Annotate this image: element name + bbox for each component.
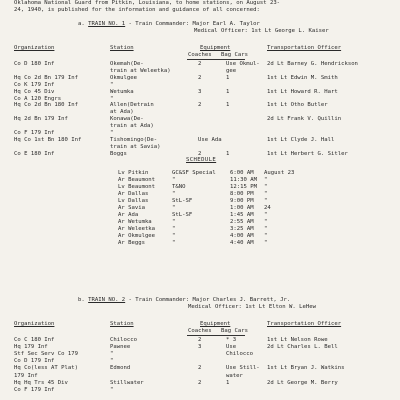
station-cell: Okemah(De- (110, 61, 144, 67)
org-cell: Hq Co 2d Bn 180 Inf (14, 102, 78, 109)
schedule-point-cell: Ar Wetumka (118, 219, 152, 225)
schedule-railroad-cell: " (172, 191, 176, 197)
train2-heading (78, 297, 290, 304)
schedule-point-cell: Lv Pitkin (118, 170, 149, 176)
coaches-cell: 2 (198, 379, 202, 386)
bag-cars-cell: 1 (226, 88, 230, 95)
station-cell: Stillwater (110, 379, 144, 386)
train2-label: TRAIN NO. 2 (88, 297, 126, 303)
t1-header-bag-cars: Bag Cars (221, 52, 248, 58)
t2-header-bag-cars: Bag Cars (221, 328, 248, 334)
train2-prefix: b. (78, 297, 85, 303)
schedule-railroad-cell: " (172, 226, 176, 232)
schedule-point-cell: Lv Dallas (118, 198, 149, 204)
station-cell: " (110, 386, 114, 393)
t2-subheader-rule (187, 335, 245, 336)
org-cell: Co D 180 Inf (14, 61, 55, 67)
coaches-cell: 3 (198, 344, 202, 351)
transport-officer-cell: 1st Lt Howard R. Hart (267, 88, 338, 95)
schedule-time-cell: 1:45 AM (230, 212, 254, 218)
train2-commander: - Train Commander: Major Charles J. Barrett, Jr. (128, 297, 291, 303)
schedule-railroad-cell: " (172, 240, 176, 246)
transport-officer-cell: 1st Lt Edwin M. Smith (267, 74, 338, 81)
t2-header-organization: Organization (14, 321, 55, 327)
bag-cars-cell: 1 (226, 379, 230, 386)
schedule-time-cell: 6:00 AM (230, 170, 254, 176)
t1-subheader-rule (187, 59, 245, 60)
intro-line-1: Oklahoma National Guard from Pitkin, Louisiana, to home stations, on August 23- (14, 0, 281, 6)
train1-prefix: a. (78, 21, 85, 27)
coaches-cell: 2 (198, 150, 202, 157)
schedule-time-cell: 8:00 PM (230, 191, 254, 197)
schedule-date-cell: " (264, 219, 268, 225)
schedule-point-cell: Ar Ada (118, 212, 139, 218)
transport-officer-cell: 1st Lt Nelson Rowe (267, 337, 328, 343)
t1-header-transport: Transportation Officer (267, 45, 342, 51)
schedule-point-cell: Ar Beaumont (118, 177, 156, 183)
bag-cars-cell: gee (226, 67, 237, 74)
schedule-point-cell: Ar Weleetka (118, 226, 156, 232)
t2-header-equipment: Equipment (200, 321, 231, 327)
schedule-point-cell: Ar Dallas (118, 191, 149, 197)
schedule-time-cell: 9:00 PM (230, 198, 254, 204)
bag-cars-cell: water (226, 372, 243, 379)
schedule-railroad-cell: T&NO (172, 184, 186, 190)
station-cell: Allen(Detrain (110, 102, 154, 109)
schedule-time-cell: 2:55 AM (230, 219, 254, 225)
schedule-date-cell: " (264, 191, 268, 197)
schedule-date-cell: " (264, 198, 268, 204)
schedule-time-cell: 12:15 PM (230, 184, 257, 190)
schedule-railroad-cell: " (172, 219, 176, 225)
schedule-point-cell: Ar Beggs (118, 240, 145, 246)
org-cell: Hq Co(less AT Plat) (14, 365, 78, 372)
t2-header-coaches: Coaches (188, 328, 212, 334)
schedule-railroad-cell: " (172, 233, 176, 239)
org-cell: Co F 179 Inf (14, 386, 55, 393)
station-cell: at Ada) (110, 109, 134, 116)
org-cell: Hq 179 Inf (14, 344, 48, 351)
schedule-railroad-cell: " (172, 205, 176, 211)
t1-header-coaches: Coaches (188, 52, 212, 58)
schedule-date-cell: " (264, 240, 268, 246)
train1-medical: Medical Officer: 1st Lt George L. Kaiser (194, 28, 329, 34)
station-cell: Wetumka (110, 88, 134, 95)
schedule-date-cell: " (264, 233, 268, 239)
bag-cars-cell: Use (226, 344, 237, 351)
transport-officer-cell: 2d Lt Frank V. Quillin (267, 116, 342, 123)
train1-commander: - Train Commander: Major Earl A. Taylor (128, 21, 260, 27)
org-cell: Hq 2d Bn 179 Inf (14, 116, 68, 123)
coaches-cell: Use Ada (198, 136, 222, 143)
t2-header-station: Station (110, 321, 134, 327)
schedule-date-cell: August 23 (264, 170, 295, 176)
transport-officer-cell: 1st Lt Bryan J. Watkins (267, 365, 345, 372)
transport-officer-cell: 2d Lt Charles L. Bell (267, 344, 338, 351)
transport-officer-cell: 1st Lt Clyde J. Hall (267, 136, 335, 143)
coaches-cell: 2 (198, 61, 202, 67)
schedule-time-cell: 1:00 AM (230, 205, 254, 211)
schedule-time-cell: 11:30 AM (230, 177, 257, 183)
schedule-railroad-cell: " (172, 177, 176, 183)
station-cell: Boggs (110, 150, 127, 157)
schedule-date-cell: " (264, 184, 268, 190)
station-cell: train at Ada) (110, 123, 154, 130)
t1-header-organization: Organization (14, 45, 55, 51)
bag-cars-cell: Use Still- (226, 365, 260, 372)
station-cell: train at Weleetka) (110, 67, 171, 74)
t1-header-station: Station (110, 45, 134, 51)
station-cell: Konawa(De- (110, 116, 144, 123)
station-cell: " (110, 81, 114, 88)
transport-officer-cell: 2d Lt Barney G. Hendrickson (267, 61, 358, 67)
bag-cars-cell: * 3 (226, 337, 237, 343)
schedule-point-cell: Ar Okmulgee (118, 233, 156, 239)
schedule-time-cell: 3:25 AM (230, 226, 254, 232)
train1-label: TRAIN NO. 1 (88, 21, 126, 27)
station-cell: train at Savia) (110, 143, 161, 150)
t2-header-transport: Transportation Officer (267, 321, 342, 327)
schedule-date-cell: 24 (264, 205, 271, 211)
org-cell: Co A 120 Engrs (14, 95, 62, 102)
org-cell: Co C 180 Inf (14, 337, 55, 343)
bag-cars-cell: 1 (226, 150, 230, 157)
coaches-cell: 3 (198, 88, 202, 95)
org-cell: Hq Co 1st Bn 180 Inf (14, 136, 82, 143)
org-cell: Co K 179 Inf (14, 81, 55, 88)
bag-cars-cell: 1 (226, 102, 230, 109)
bag-cars-cell: Use Okmul- (226, 61, 260, 67)
coaches-cell: 2 (198, 365, 202, 372)
org-cell: 179 Inf (14, 372, 38, 379)
schedule-railroad-cell: StL-SF (172, 198, 193, 204)
intro-line-2: 24, 1940, is published for the information and guidance of all concerned: (14, 7, 260, 13)
station-cell: " (110, 358, 114, 365)
station-cell: Pawnee (110, 344, 131, 351)
org-cell: Hq Co 45 Div (14, 88, 55, 95)
station-cell: " (110, 95, 114, 102)
station-cell: " (110, 130, 114, 136)
coaches-cell: 2 (198, 74, 202, 81)
station-cell: Tishomingo(De- (110, 136, 158, 143)
station-cell: Chilocco (110, 337, 137, 343)
t1-header-equipment: Equipment (200, 45, 231, 51)
bag-cars-cell: 1 (226, 74, 230, 81)
schedule-point-cell: Lv Beaumont (118, 184, 156, 190)
transport-officer-cell: 2d Lt George M. Berry (267, 379, 338, 386)
train1-heading (78, 21, 260, 28)
schedule-title: SCHEDULE (186, 157, 217, 163)
coaches-cell: 2 (198, 337, 202, 343)
transport-officer-cell: 1st Lt Herbert G. Sitler (267, 150, 348, 157)
station-cell: Edmond (110, 365, 131, 372)
schedule-point-cell: Ar Savia (118, 205, 145, 211)
org-cell: Co F 179 Inf (14, 130, 55, 136)
station-cell: Okmulgee (110, 74, 137, 81)
station-cell: " (110, 351, 114, 358)
transport-officer-cell: 1st Lt Otho Butler (267, 102, 328, 109)
org-cell: Co D 179 Inf (14, 358, 55, 365)
schedule-date-cell: " (264, 226, 268, 232)
org-cell: Stf Sec Serv Co 179 (14, 351, 78, 358)
schedule-date-cell: " (264, 177, 268, 183)
schedule-railroad-cell: GC&SF Special (172, 170, 216, 176)
schedule-time-cell: 4:40 AM (230, 240, 254, 246)
schedule-date-cell: " (264, 212, 268, 218)
org-cell: Co E 180 Inf (14, 150, 55, 157)
org-cell: Hq Co 2d Bn 179 Inf (14, 74, 78, 81)
org-cell: Hq Hq Trs 45 Div (14, 379, 68, 386)
train2-medical: Medical Officer: 1st Lt Elton W. LeHew (188, 304, 316, 310)
schedule-railroad-cell: StL-SF (172, 212, 193, 218)
bag-cars-cell: Chilocco (226, 351, 253, 358)
schedule-time-cell: 4:00 AM (230, 233, 254, 239)
coaches-cell: 2 (198, 102, 202, 109)
